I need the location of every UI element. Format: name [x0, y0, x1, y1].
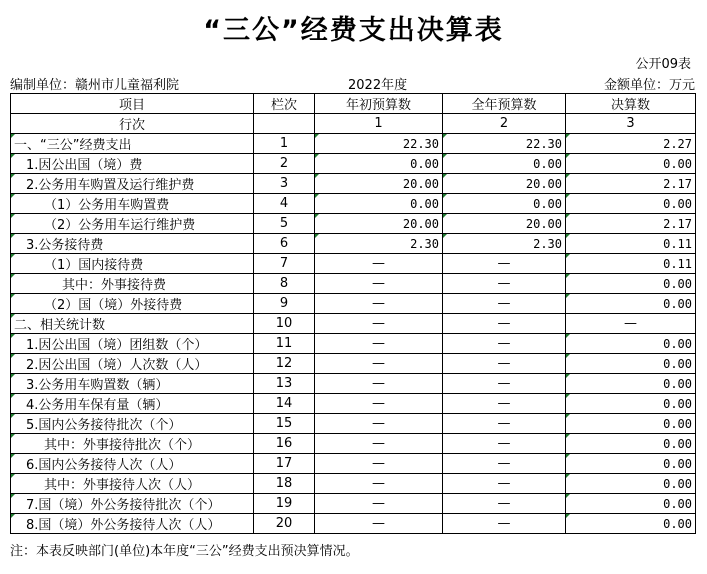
row-budget-full-cell: — [443, 374, 566, 394]
page-title: “三公”经费支出决算表 [203, 15, 504, 46]
row-budget-full-cell: — [443, 514, 566, 534]
row-budget-initial-cell: 20.00 [315, 214, 443, 234]
row-final-cell: 0.00 [566, 334, 696, 354]
row-item-cell: 5.国内公务接待批次（个） [11, 414, 254, 434]
row-no-cell: 13 [254, 374, 315, 394]
row-final-cell: 0.11 [566, 234, 696, 254]
row-final-cell: 0.00 [566, 414, 696, 434]
row-no-cell: 16 [254, 434, 315, 454]
row-budget-full-cell: 20.00 [443, 214, 566, 234]
meta-row [10, 74, 695, 92]
row-budget-full-cell: — [443, 494, 566, 514]
year-label: 2022年度 [348, 78, 408, 93]
row-budget-initial-cell: — [315, 254, 443, 274]
table-body [11, 134, 696, 534]
table-row [11, 414, 696, 434]
row-item-cell: 2.公务用车购置及运行维护费 [11, 174, 254, 194]
header-budget-full: 全年预算数 [443, 94, 566, 114]
money-unit-label: 金额单位：万元 [603, 78, 695, 93]
row-budget-full-cell: 2.30 [443, 234, 566, 254]
row-budget-initial-cell: — [315, 334, 443, 354]
row-final-cell: 2.17 [566, 174, 696, 194]
row-budget-full-cell: — [443, 394, 566, 414]
row-item-cell: 1.因公出国（境）团组数（个） [11, 334, 254, 354]
row-final-cell: 0.00 [566, 374, 696, 394]
row-item-cell: 4.公务用车保有量（辆） [11, 394, 254, 414]
table-row [11, 314, 696, 334]
row-item-cell: （1）国内接待费 [11, 254, 254, 274]
row-budget-full-cell: — [443, 334, 566, 354]
table-row [11, 134, 696, 154]
row-no-cell: 20 [254, 514, 315, 534]
expense-table [10, 93, 696, 534]
table-row [11, 374, 696, 394]
row-budget-initial-cell: — [315, 294, 443, 314]
row-budget-initial-cell: — [315, 274, 443, 294]
table-index-row [11, 114, 696, 134]
row-no-cell: 4 [254, 194, 315, 214]
row-no-cell: 9 [254, 294, 315, 314]
row-final-cell: 2.27 [566, 134, 696, 154]
row-no-cell: 12 [254, 354, 315, 374]
row-budget-initial-cell: — [315, 514, 443, 534]
row-budget-initial-cell: — [315, 434, 443, 454]
table-row [11, 174, 696, 194]
table-row [11, 454, 696, 474]
row-budget-full-cell: — [443, 454, 566, 474]
row-budget-full-cell: 22.30 [443, 134, 566, 154]
row-budget-initial-cell: 2.30 [315, 234, 443, 254]
form-number: 公开09表 [635, 57, 691, 72]
row-item-cell: 一、“三公”经费支出 [11, 134, 254, 154]
row-final-cell: 0.00 [566, 294, 696, 314]
row-item-cell: 二、相关统计数 [11, 314, 254, 334]
row-final-cell: 0.00 [566, 494, 696, 514]
row-no-cell: 6 [254, 234, 315, 254]
row-budget-initial-cell: — [315, 354, 443, 374]
row-final-cell: 0.00 [566, 274, 696, 294]
row-no-cell: 2 [254, 154, 315, 174]
row-budget-initial-cell: — [315, 474, 443, 494]
row-no-cell: 11 [254, 334, 315, 354]
row-item-cell: 7.国（境）外公务接待批次（个） [11, 494, 254, 514]
index-c3: 3 [566, 114, 696, 134]
row-no-cell: 10 [254, 314, 315, 334]
index-no [254, 114, 315, 134]
row-budget-initial-cell: 20.00 [315, 174, 443, 194]
row-final-cell: — [566, 314, 696, 334]
row-budget-full-cell: — [443, 474, 566, 494]
row-budget-full-cell: — [443, 254, 566, 274]
row-budget-initial-cell: 22.30 [315, 134, 443, 154]
table-row [11, 494, 696, 514]
row-budget-full-cell: — [443, 434, 566, 454]
header-budget-initial: 年初预算数 [315, 94, 443, 114]
row-no-cell: 5 [254, 214, 315, 234]
row-budget-initial-cell: — [315, 314, 443, 334]
row-budget-full-cell: — [443, 274, 566, 294]
header-final: 决算数 [566, 94, 696, 114]
row-no-cell: 14 [254, 394, 315, 414]
index-c2: 2 [443, 114, 566, 134]
org-label: 编制单位：赣州市儿童福利院 [10, 78, 180, 93]
row-no-cell: 17 [254, 454, 315, 474]
table-row [11, 294, 696, 314]
row-item-cell: 6.国内公务接待人次（人） [11, 454, 254, 474]
table-row [11, 354, 696, 374]
row-no-cell: 3 [254, 174, 315, 194]
row-no-cell: 18 [254, 474, 315, 494]
table-row [11, 514, 696, 534]
row-no-cell: 7 [254, 254, 315, 274]
row-final-cell: 0.11 [566, 254, 696, 274]
table-row [11, 154, 696, 174]
table-row [11, 434, 696, 454]
footnote: 注：本表反映部门(单位)本年度“三公”经费支出预决算情况。 [10, 544, 359, 559]
table-row [11, 214, 696, 234]
row-budget-initial-cell: — [315, 454, 443, 474]
row-budget-initial-cell: 0.00 [315, 154, 443, 174]
index-item: 行次 [11, 114, 254, 134]
row-no-cell: 19 [254, 494, 315, 514]
row-budget-initial-cell: — [315, 414, 443, 434]
row-no-cell: 8 [254, 274, 315, 294]
table-row [11, 254, 696, 274]
table-row [11, 394, 696, 414]
row-item-cell: （2）国（境）外接待费 [11, 294, 254, 314]
row-item-cell: 3.公务接待费 [11, 234, 254, 254]
row-budget-full-cell: 0.00 [443, 194, 566, 214]
row-budget-full-cell: 0.00 [443, 154, 566, 174]
row-budget-full-cell: — [443, 294, 566, 314]
row-item-cell: 1.因公出国（境）费 [11, 154, 254, 174]
row-no-cell: 15 [254, 414, 315, 434]
row-final-cell: 0.00 [566, 434, 696, 454]
row-final-cell: 0.00 [566, 514, 696, 534]
table-row [11, 474, 696, 494]
row-item-cell: 2.因公出国（境）人次数（人） [11, 354, 254, 374]
row-item-cell: （1）公务用车购置费 [11, 194, 254, 214]
row-final-cell: 0.00 [566, 474, 696, 494]
row-no-cell: 1 [254, 134, 315, 154]
table-row [11, 234, 696, 254]
row-budget-full-cell: — [443, 414, 566, 434]
row-item-cell: 其中：外事接待批次（个） [11, 434, 254, 454]
row-final-cell: 0.00 [566, 394, 696, 414]
table-header-row [11, 94, 696, 114]
row-final-cell: 0.00 [566, 154, 696, 174]
row-item-cell: （2）公务用车运行维护费 [11, 214, 254, 234]
row-budget-full-cell: — [443, 314, 566, 334]
header-no: 栏次 [254, 94, 315, 114]
row-item-cell: 3.公务用车购置数（辆） [11, 374, 254, 394]
row-item-cell: 其中：外事接待费 [11, 274, 254, 294]
row-budget-initial-cell: — [315, 374, 443, 394]
table-row [11, 334, 696, 354]
row-item-cell: 8.国（境）外公务接待人次（人） [11, 514, 254, 534]
row-item-cell: 其中：外事接待人次（人） [11, 474, 254, 494]
row-budget-initial-cell: — [315, 494, 443, 514]
row-budget-initial-cell: 0.00 [315, 194, 443, 214]
row-final-cell: 0.00 [566, 194, 696, 214]
row-budget-full-cell: — [443, 354, 566, 374]
row-final-cell: 2.17 [566, 214, 696, 234]
row-budget-initial-cell: — [315, 394, 443, 414]
table-row [11, 194, 696, 214]
row-final-cell: 0.00 [566, 354, 696, 374]
table-row [11, 274, 696, 294]
index-c1: 1 [315, 114, 443, 134]
row-budget-full-cell: 20.00 [443, 174, 566, 194]
row-final-cell: 0.00 [566, 454, 696, 474]
header-item: 项目 [11, 94, 254, 114]
